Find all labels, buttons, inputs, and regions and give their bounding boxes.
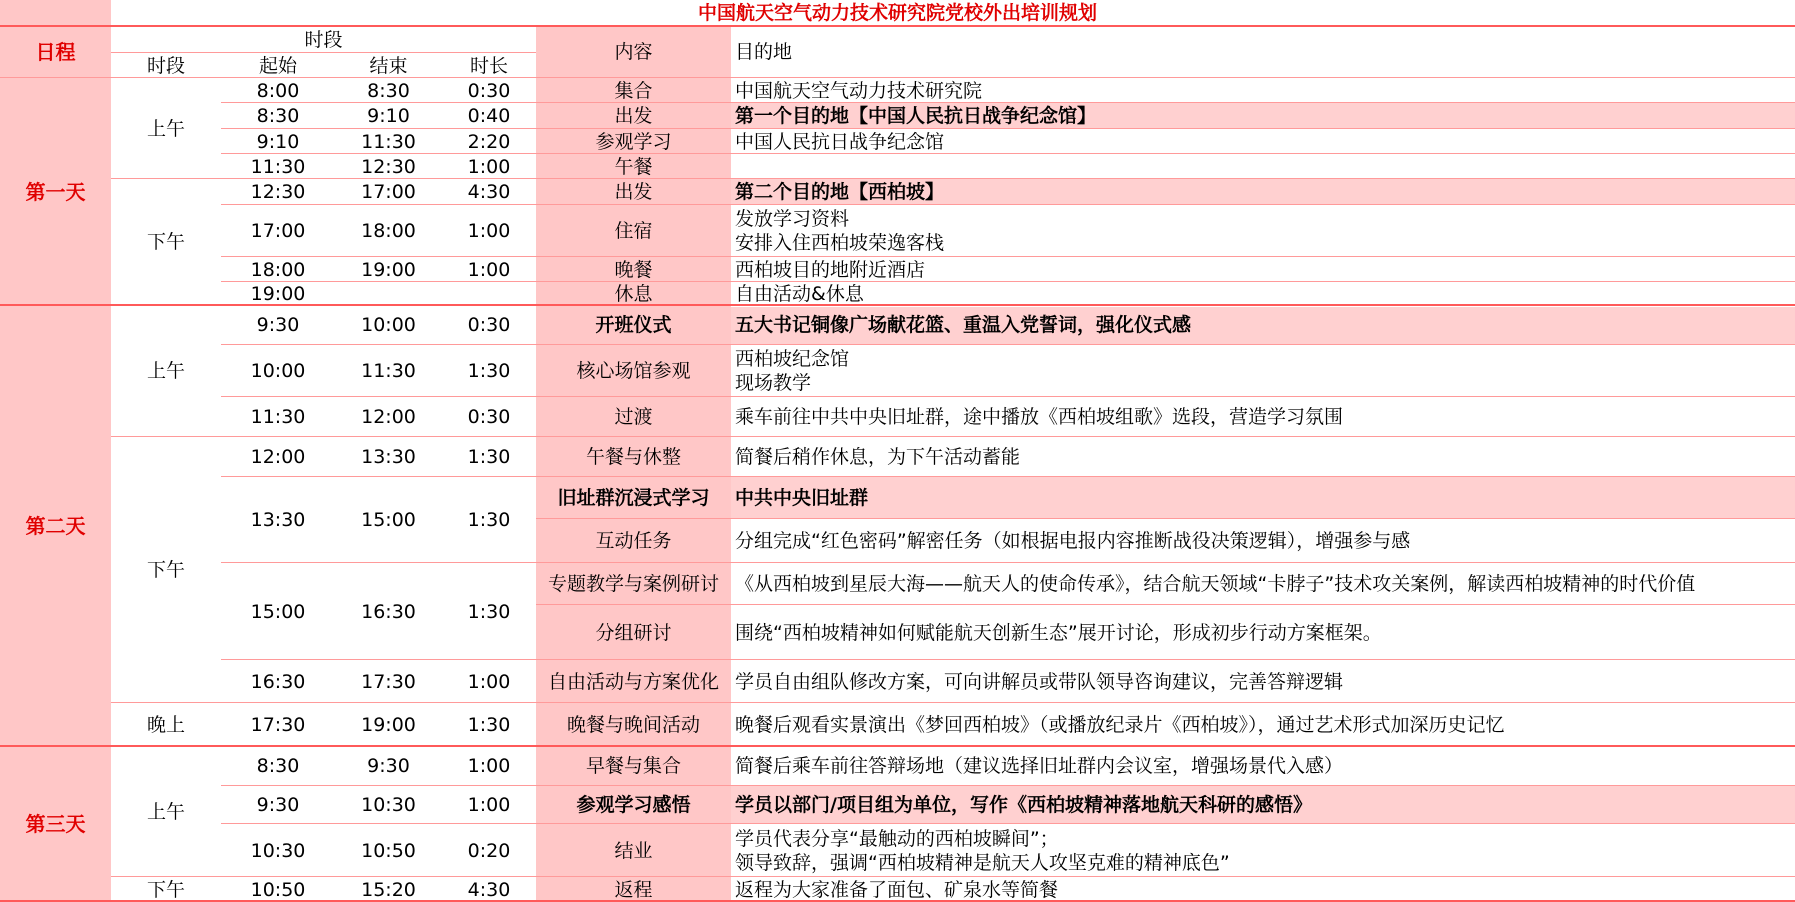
header-destination: 目的地 <box>735 41 793 63</box>
period-d2-am: 上午 <box>146 360 185 382</box>
header-schedule: 日程 <box>35 40 76 64</box>
destination-line: 现场教学 <box>735 372 812 394</box>
destination-text <box>731 605 1795 660</box>
end-time: 11:30 <box>361 360 416 382</box>
row-divider <box>536 518 1795 519</box>
period-d3-am: 上午 <box>146 800 185 823</box>
destination-text <box>731 660 1795 703</box>
day-divider <box>0 745 1795 747</box>
destination-line: 学员代表分享“最触动的西柏坡瞬间”； <box>735 827 1059 850</box>
header-period: 时段 <box>146 54 185 77</box>
activity-content: 住宿 <box>614 220 653 242</box>
end-time: 19:00 <box>361 258 416 281</box>
duration: 0:40 <box>467 105 511 127</box>
row-divider <box>111 702 1795 703</box>
duration: 1:00 <box>467 258 511 281</box>
destination-line: 第一个目的地【中国人民抗日战争纪念馆】 <box>735 105 1097 127</box>
destination-line: 第二个目的地【西柏坡】 <box>735 181 945 203</box>
duration: 0:30 <box>467 406 511 428</box>
end-time: 10:50 <box>361 839 416 862</box>
destination-text <box>731 786 1795 824</box>
destination-text <box>731 78 1795 103</box>
destination-line: 晚餐后观看实景演出《梦回西柏坡》（或播放纪录片《西柏坡》），通过艺术形式加深历史记忆 <box>735 713 1505 736</box>
start-time: 12:30 <box>250 181 306 203</box>
period-d2-pm: 下午 <box>146 559 185 581</box>
period-divider <box>111 436 221 437</box>
duration: 1:00 <box>467 155 511 178</box>
duration: 1:00 <box>467 755 511 777</box>
destination-line: 西柏坡目的地附近酒店 <box>735 258 926 281</box>
duration: 0:30 <box>467 79 511 102</box>
activity-content: 早餐与集合 <box>585 755 681 777</box>
duration: 1:30 <box>467 713 511 736</box>
end-time: 18:00 <box>361 220 416 242</box>
duration: 1:30 <box>467 360 511 382</box>
period-d3-pm: 下午 <box>146 878 185 901</box>
destination-text <box>731 397 1795 437</box>
start-time: 19:00 <box>250 282 306 305</box>
destination-text <box>731 824 1795 877</box>
start-time: 18:00 <box>250 258 306 281</box>
header-content: 内容 <box>614 41 653 63</box>
start-time: 10:50 <box>250 878 306 901</box>
end-time: 15:00 <box>361 509 416 531</box>
end-time: 17:00 <box>361 181 416 203</box>
row-divider <box>221 102 1795 103</box>
row-divider <box>221 436 1795 437</box>
row-divider <box>221 256 1795 257</box>
row-divider <box>221 128 1795 129</box>
activity-content: 核心场馆参观 <box>576 360 691 382</box>
destination-line: 发放学习资料 <box>735 208 850 230</box>
activity-content: 旧址群沉浸式学习 <box>557 487 710 509</box>
header-period-group: 时段 <box>304 28 343 51</box>
period-divider <box>111 876 221 877</box>
period-d1-am: 上午 <box>146 117 185 140</box>
activity-content: 结业 <box>614 839 653 862</box>
start-time: 8:00 <box>256 79 300 102</box>
destination-text <box>731 179 1795 205</box>
duration: 0:30 <box>467 314 511 336</box>
start-time: 16:30 <box>250 670 306 693</box>
start-time: 10:00 <box>250 360 306 382</box>
row-divider <box>221 823 1795 824</box>
destination-text <box>731 205 1795 257</box>
destination-text <box>731 563 1795 605</box>
duration: 1:30 <box>467 509 511 531</box>
duration: 1:30 <box>467 446 511 468</box>
activity-content: 过渡 <box>614 406 653 428</box>
duration: 2:20 <box>467 130 511 153</box>
row-divider <box>221 204 1795 205</box>
destination-line: 返程为大家准备了面包、矿泉水等简餐 <box>735 878 1059 901</box>
activity-content: 午餐 <box>614 155 653 178</box>
destination-line: 《从西柏坡到星辰大海——航天人的使命传承》，结合航天领域“卡脖子”技术攻关案例，解读西柏坡精神的时代价值 <box>735 573 1696 595</box>
start-time: 9:30 <box>256 794 300 816</box>
destination-line: 简餐后乘车前往答辩场地（建议选择旧址群内会议室，增强场景代入感） <box>735 755 1344 777</box>
duration: 1:30 <box>467 600 511 623</box>
start-time: 17:30 <box>250 713 306 736</box>
day-2-label: 第二天 <box>25 513 86 538</box>
end-time: 9:10 <box>367 105 410 127</box>
end-time: 13:30 <box>361 446 416 468</box>
destination-text <box>731 257 1795 282</box>
start-time: 8:30 <box>256 105 300 127</box>
activity-content: 开班仪式 <box>595 314 672 336</box>
destination-text <box>731 703 1795 746</box>
activity-content: 返程 <box>614 878 653 901</box>
duration: 1:00 <box>467 220 511 242</box>
row-divider <box>221 396 1795 397</box>
duration: 4:30 <box>467 878 511 901</box>
row-divider <box>221 153 1795 154</box>
destination-line: 乘车前往中共中央旧址群，途中播放《西柏坡组歌》选段，营造学习氛围 <box>735 406 1344 428</box>
activity-content: 午餐与休整 <box>585 446 681 468</box>
destination-line: 学员以部门/项目组为单位，写作《西柏坡精神落地航天科研的感悟》 <box>735 794 1312 816</box>
day-divider <box>0 304 1795 306</box>
destination-line: 围绕“西柏坡精神如何赋能航天创新生态”展开讨论，形成初步行动方案框架。 <box>735 621 1382 644</box>
end-time: 12:30 <box>361 155 416 178</box>
destination-text <box>731 129 1795 154</box>
destination-line: 自由活动&休息 <box>735 282 864 305</box>
end-time <box>335 282 442 305</box>
activity-content: 休息 <box>614 282 653 305</box>
row-divider <box>221 476 1795 477</box>
destination-text <box>731 154 1795 179</box>
start-time: 9:30 <box>256 314 300 336</box>
destination-text <box>731 477 1795 519</box>
end-time: 8:30 <box>367 79 410 102</box>
start-time: 12:00 <box>250 446 306 468</box>
end-time: 10:30 <box>361 794 416 816</box>
row-divider <box>221 562 1795 563</box>
row-divider <box>221 659 1795 660</box>
row-divider <box>221 344 1795 345</box>
start-time: 11:30 <box>250 406 306 428</box>
activity-content: 参观学习 <box>595 130 672 153</box>
destination-line: 中国人民抗日战争纪念馆 <box>735 130 945 153</box>
activity-content: 自由活动与方案优化 <box>547 670 719 693</box>
start-time: 9:10 <box>256 130 300 153</box>
destination-line: 五大书记铜像广场献花篮、重温入党誓词，强化仪式感 <box>735 314 1192 336</box>
start-time: 17:00 <box>250 220 306 242</box>
duration <box>442 282 536 305</box>
destination-text <box>731 746 1795 786</box>
activity-content: 参观学习感悟 <box>576 794 691 816</box>
activity-content: 专题教学与案例研讨 <box>547 573 719 595</box>
destination-line: 学员自由组队修改方案，可向讲解员或带队领导咨询建议，完善答辩逻辑 <box>735 670 1344 693</box>
activity-content: 出发 <box>614 105 653 127</box>
duration: 0:20 <box>467 839 511 862</box>
destination-text <box>731 877 1795 902</box>
end-time: 17:30 <box>361 670 416 693</box>
header-duration: 时长 <box>469 54 508 77</box>
destination-text <box>731 103 1795 129</box>
period-divider <box>111 178 221 179</box>
activity-content: 晚餐 <box>614 258 653 281</box>
destination-text <box>731 519 1795 563</box>
activity-content: 晚餐与晚间活动 <box>566 713 700 736</box>
duration: 4:30 <box>467 181 511 203</box>
start-time: 15:00 <box>250 600 306 623</box>
destination-line: 中国航天空气动力技术研究院 <box>735 79 983 102</box>
destination-text <box>731 437 1795 477</box>
row-divider <box>221 178 1795 179</box>
period-d2-eve: 晚上 <box>146 713 185 736</box>
destination-text <box>731 282 1795 305</box>
row-divider <box>221 876 1795 877</box>
start-time: 8:30 <box>256 755 300 777</box>
end-time: 10:00 <box>361 314 416 336</box>
destination-line: 安排入住西柏坡荣逸客栈 <box>735 232 945 254</box>
row-divider <box>536 604 1795 605</box>
end-time: 16:30 <box>361 600 416 623</box>
end-time: 12:00 <box>361 406 416 428</box>
start-time: 10:30 <box>250 839 306 862</box>
destination-line: 领导致辞，强调“西柏坡精神是航天人攻坚克难的精神底色” <box>735 851 1230 874</box>
start-time: 13:30 <box>250 509 306 531</box>
activity-content: 集合 <box>614 79 653 102</box>
row-divider <box>221 281 1795 282</box>
end-time: 19:00 <box>361 713 416 736</box>
day-3-label: 第三天 <box>25 812 86 836</box>
day-1-label: 第一天 <box>25 179 86 204</box>
period-d1-pm: 下午 <box>146 231 185 253</box>
destination-line: 简餐后稍作休息，为下午活动蓄能 <box>735 446 1021 468</box>
header-end: 结束 <box>369 54 408 77</box>
end-time: 15:20 <box>361 878 416 901</box>
start-time: 11:30 <box>250 155 306 178</box>
activity-content: 出发 <box>614 181 653 203</box>
header-inner-divider <box>111 52 536 53</box>
activity-content: 分组研讨 <box>595 621 672 644</box>
duration: 1:00 <box>467 670 511 693</box>
destination-text <box>731 345 1795 397</box>
destination-line: 中共中央旧址群 <box>735 487 869 509</box>
period-divider <box>111 702 221 703</box>
duration: 1:00 <box>467 794 511 816</box>
sheet-title: 中国航天空气动力技术研究院党校外出培训规划 <box>697 2 1097 24</box>
end-time: 9:30 <box>367 755 410 777</box>
header-start: 起始 <box>258 54 297 77</box>
row-divider <box>221 785 1795 786</box>
destination-line: 西柏坡纪念馆 <box>735 348 850 370</box>
destination-line: 分组完成“红色密码”解密任务（如根据电报内容推断战役决策逻辑），增强参与感 <box>735 530 1411 552</box>
destination-text <box>731 305 1795 345</box>
activity-content: 互动任务 <box>595 530 672 552</box>
end-time: 11:30 <box>361 130 416 153</box>
